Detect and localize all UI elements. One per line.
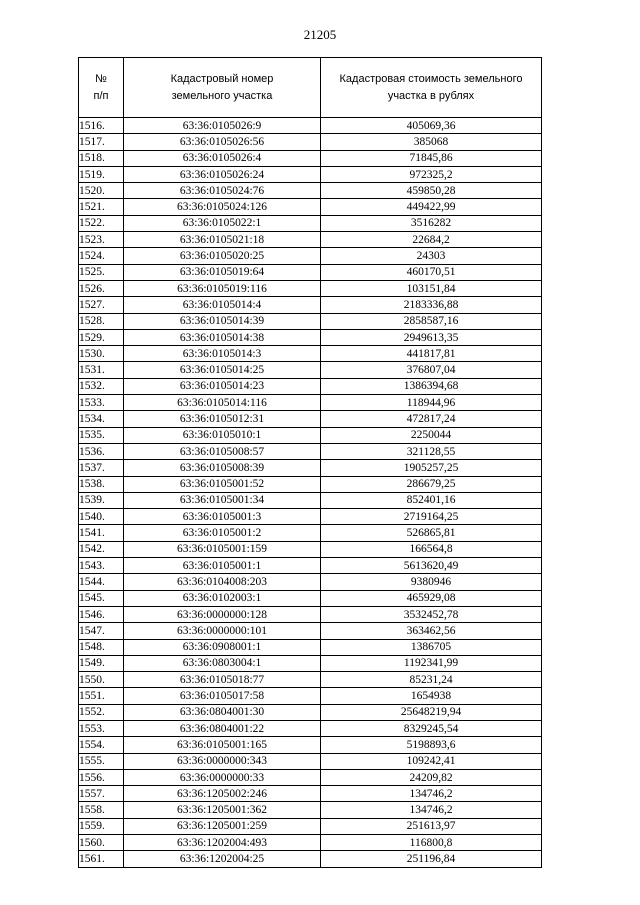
table-row (79, 590, 542, 606)
table-row (79, 427, 542, 443)
cadastral-number: 63:36:0105014:116 (124, 395, 321, 411)
cadastral-value: 321128,55 (321, 443, 542, 459)
table-row (79, 362, 542, 378)
cadastral-value: 1386705 (321, 639, 542, 655)
cadastral-number: 63:36:0105026:4 (124, 150, 321, 166)
cadastral-number: 63:36:1205001:259 (124, 818, 321, 834)
table-row (79, 346, 542, 362)
cadastral-value: 441817,81 (321, 346, 542, 362)
cadastral-number: 63:36:0105008:57 (124, 443, 321, 459)
table-row (79, 769, 542, 785)
cadastral-value: 472817,24 (321, 411, 542, 427)
row-number: 1522. (79, 215, 124, 231)
table-row (79, 672, 542, 688)
row-number: 1535. (79, 427, 124, 443)
table-row (79, 492, 542, 508)
page-number: 21205 (303, 27, 337, 42)
row-number: 1548. (79, 639, 124, 655)
cadastral-number: 63:36:0105014:39 (124, 313, 321, 329)
cadastral-number: 63:36:1202004:493 (124, 835, 321, 851)
row-number: 1524. (79, 248, 124, 264)
row-number: 1537. (79, 460, 124, 476)
cadastral-number: 63:36:0803004:1 (124, 655, 321, 671)
table-row (79, 476, 542, 492)
row-number: 1538. (79, 476, 124, 492)
cadastral-number: 63:36:0104008:203 (124, 574, 321, 590)
cadastral-value: 1386394,68 (321, 378, 542, 394)
cadastral-value: 251196,84 (321, 851, 542, 867)
table-row (79, 297, 542, 313)
row-number: 1545. (79, 590, 124, 606)
cadastral-number: 63:36:0105018:77 (124, 672, 321, 688)
cadastral-number: 63:36:0105010:1 (124, 427, 321, 443)
table-row (79, 443, 542, 459)
cadastral-number: 63:36:0102003:1 (124, 590, 321, 606)
row-number: 1559. (79, 818, 124, 834)
table-header (79, 58, 542, 118)
table-row (79, 378, 542, 394)
cadastral-number: 63:36:0105001:159 (124, 541, 321, 557)
cadastral-value: 134746,2 (321, 786, 542, 802)
row-number: 1544. (79, 574, 124, 590)
cadastral-value: 9380946 (321, 574, 542, 590)
cadastral-value: 24303 (321, 248, 542, 264)
row-number: 1539. (79, 492, 124, 508)
table-row (79, 737, 542, 753)
row-number: 1551. (79, 688, 124, 704)
table-row (79, 199, 542, 215)
table-row (79, 248, 542, 264)
cadastral-number: 63:36:1205002:246 (124, 786, 321, 802)
row-number: 1536. (79, 443, 124, 459)
cadastral-value: 25648219,94 (321, 704, 542, 720)
cadastral-number: 63:36:0908001:1 (124, 639, 321, 655)
cadastral-number: 63:36:1205001:362 (124, 802, 321, 818)
cadastral-value: 972325,2 (321, 166, 542, 182)
cadastral-value: 526865,81 (321, 525, 542, 541)
row-number: 1557. (79, 786, 124, 802)
table-row (79, 215, 542, 231)
cadastral-value: 1654938 (321, 688, 542, 704)
cadastral-value: 134746,2 (321, 802, 542, 818)
row-number: 1530. (79, 346, 124, 362)
cadastral-number: 63:36:0105001:34 (124, 492, 321, 508)
cadastral-number: 63:36:0105026:56 (124, 134, 321, 150)
cadastral-number: 63:36:0105017:58 (124, 688, 321, 704)
row-number: 1549. (79, 655, 124, 671)
cadastral-number: 63:36:0105020:25 (124, 248, 321, 264)
table-row (79, 460, 542, 476)
cadastral-value: 8329245,54 (321, 720, 542, 736)
row-number: 1521. (79, 199, 124, 215)
table-row (79, 166, 542, 182)
cadastral-value: 385068 (321, 134, 542, 150)
table-row (79, 574, 542, 590)
row-number: 1543. (79, 558, 124, 574)
cadastral-value: 109242,41 (321, 753, 542, 769)
row-number: 1516. (79, 118, 124, 134)
cadastral-number: 63:36:1202004:25 (124, 851, 321, 867)
row-number: 1552. (79, 704, 124, 720)
cadastral-value: 22684,2 (321, 232, 542, 248)
row-number: 1542. (79, 541, 124, 557)
cadastral-number: 63:36:0804001:30 (124, 704, 321, 720)
cadastral-number: 63:36:0105014:3 (124, 346, 321, 362)
table-row (79, 688, 542, 704)
table-row (79, 134, 542, 150)
row-number: 1556. (79, 769, 124, 785)
row-number: 1553. (79, 720, 124, 736)
cadastral-value: 3516282 (321, 215, 542, 231)
cadastral-value: 71845,86 (321, 150, 542, 166)
row-number: 1523. (79, 232, 124, 248)
table-row (79, 183, 542, 199)
row-number: 1546. (79, 606, 124, 622)
cadastral-number: 63:36:0105024:126 (124, 199, 321, 215)
table-row (79, 395, 542, 411)
table-row (79, 411, 542, 427)
row-number: 1560. (79, 835, 124, 851)
cadastral-value: 460170,51 (321, 264, 542, 280)
header-cadastral-value: Кадастровая стоимость земельного участка в рублях (321, 58, 542, 118)
table-row (79, 313, 542, 329)
header-row (79, 58, 542, 118)
header-number: № п/п (79, 58, 124, 118)
cadastral-number: 63:36:0105008:39 (124, 460, 321, 476)
cadastral-value: 2250044 (321, 427, 542, 443)
cadastral-number: 63:36:0000000:101 (124, 623, 321, 639)
row-number: 1519. (79, 166, 124, 182)
row-number: 1561. (79, 851, 124, 867)
cadastral-number: 63:36:0000000:33 (124, 769, 321, 785)
cadastral-value: 449422,99 (321, 199, 542, 215)
cadastral-number: 63:36:0000000:343 (124, 753, 321, 769)
cadastral-value: 116800,8 (321, 835, 542, 851)
table-row (79, 623, 542, 639)
cadastral-number: 63:36:0105019:116 (124, 280, 321, 296)
row-number: 1555. (79, 753, 124, 769)
row-number: 1520. (79, 183, 124, 199)
cadastral-number: 63:36:0105001:165 (124, 737, 321, 753)
cadastral-value: 459850,28 (321, 183, 542, 199)
cadastral-number: 63:36:0105001:3 (124, 509, 321, 525)
table-row (79, 525, 542, 541)
cadastral-value: 118944,96 (321, 395, 542, 411)
cadastral-value: 2858587,16 (321, 313, 542, 329)
cadastral-number: 63:36:0105001:52 (124, 476, 321, 492)
cadastral-number: 63:36:0105019:64 (124, 264, 321, 280)
table-row (79, 232, 542, 248)
cadastral-number: 63:36:0105024:76 (124, 183, 321, 199)
row-number: 1526. (79, 280, 124, 296)
row-number: 1533. (79, 395, 124, 411)
cadastral-value: 2183336,88 (321, 297, 542, 313)
cadastral-value: 85231,24 (321, 672, 542, 688)
cadastral-number: 63:36:0105014:4 (124, 297, 321, 313)
row-number: 1528. (79, 313, 124, 329)
table-row (79, 558, 542, 574)
cadastral-value: 103151,84 (321, 280, 542, 296)
cadastral-number: 63:36:0105014:25 (124, 362, 321, 378)
row-number: 1531. (79, 362, 124, 378)
table-body (79, 118, 542, 868)
cadastral-value: 852401,16 (321, 492, 542, 508)
cadastral-number: 63:36:0105026:9 (124, 118, 321, 134)
cadastral-value: 1905257,25 (321, 460, 542, 476)
cadastral-number: 63:36:0105001:2 (124, 525, 321, 541)
cadastral-number: 63:36:0105022:1 (124, 215, 321, 231)
row-number: 1541. (79, 525, 124, 541)
row-number: 1550. (79, 672, 124, 688)
table-row (79, 655, 542, 671)
cadastral-value: 405069,36 (321, 118, 542, 134)
cadastral-number: 63:36:0105014:23 (124, 378, 321, 394)
row-number: 1554. (79, 737, 124, 753)
cadastral-value: 2949613,35 (321, 329, 542, 345)
header-cadastral-number: Кадастровый номер земельного участка (124, 58, 321, 118)
table-row (79, 753, 542, 769)
table-row (79, 509, 542, 525)
table-row (79, 541, 542, 557)
row-number: 1532. (79, 378, 124, 394)
cadastral-number: 63:36:0105012:31 (124, 411, 321, 427)
cadastral-table (78, 57, 542, 868)
cadastral-value: 1192341,99 (321, 655, 542, 671)
cadastral-value: 5198893,6 (321, 737, 542, 753)
row-number: 1518. (79, 150, 124, 166)
cadastral-number: 63:36:0804001:22 (124, 720, 321, 736)
cadastral-value: 2719164,25 (321, 509, 542, 525)
cadastral-value: 376807,04 (321, 362, 542, 378)
row-number: 1558. (79, 802, 124, 818)
row-number: 1534. (79, 411, 124, 427)
cadastral-value: 363462,56 (321, 623, 542, 639)
row-number: 1547. (79, 623, 124, 639)
table-row (79, 720, 542, 736)
table-row (79, 851, 542, 867)
cadastral-number: 63:36:0105026:24 (124, 166, 321, 182)
table-row (79, 639, 542, 655)
cadastral-value: 5613620,49 (321, 558, 542, 574)
row-number: 1517. (79, 134, 124, 150)
cadastral-number: 63:36:0000000:128 (124, 606, 321, 622)
cadastral-value: 24209,82 (321, 769, 542, 785)
cadastral-value: 251613,97 (321, 818, 542, 834)
table-row (79, 264, 542, 280)
table-row (79, 118, 542, 134)
cadastral-value: 286679,25 (321, 476, 542, 492)
table-row (79, 329, 542, 345)
table-row (79, 606, 542, 622)
table-row (79, 818, 542, 834)
table-row (79, 802, 542, 818)
row-number: 1540. (79, 509, 124, 525)
row-number: 1529. (79, 329, 124, 345)
table-row (79, 280, 542, 296)
table-row (79, 704, 542, 720)
table-row (79, 786, 542, 802)
cadastral-value: 166564,8 (321, 541, 542, 557)
row-number: 1527. (79, 297, 124, 313)
cadastral-number: 63:36:0105001:1 (124, 558, 321, 574)
cadastral-number: 63:36:0105014:38 (124, 329, 321, 345)
table-row (79, 150, 542, 166)
cadastral-value: 3532452,78 (321, 606, 542, 622)
cadastral-value: 465929,08 (321, 590, 542, 606)
row-number: 1525. (79, 264, 124, 280)
table-row (79, 835, 542, 851)
cadastral-number: 63:36:0105021:18 (124, 232, 321, 248)
